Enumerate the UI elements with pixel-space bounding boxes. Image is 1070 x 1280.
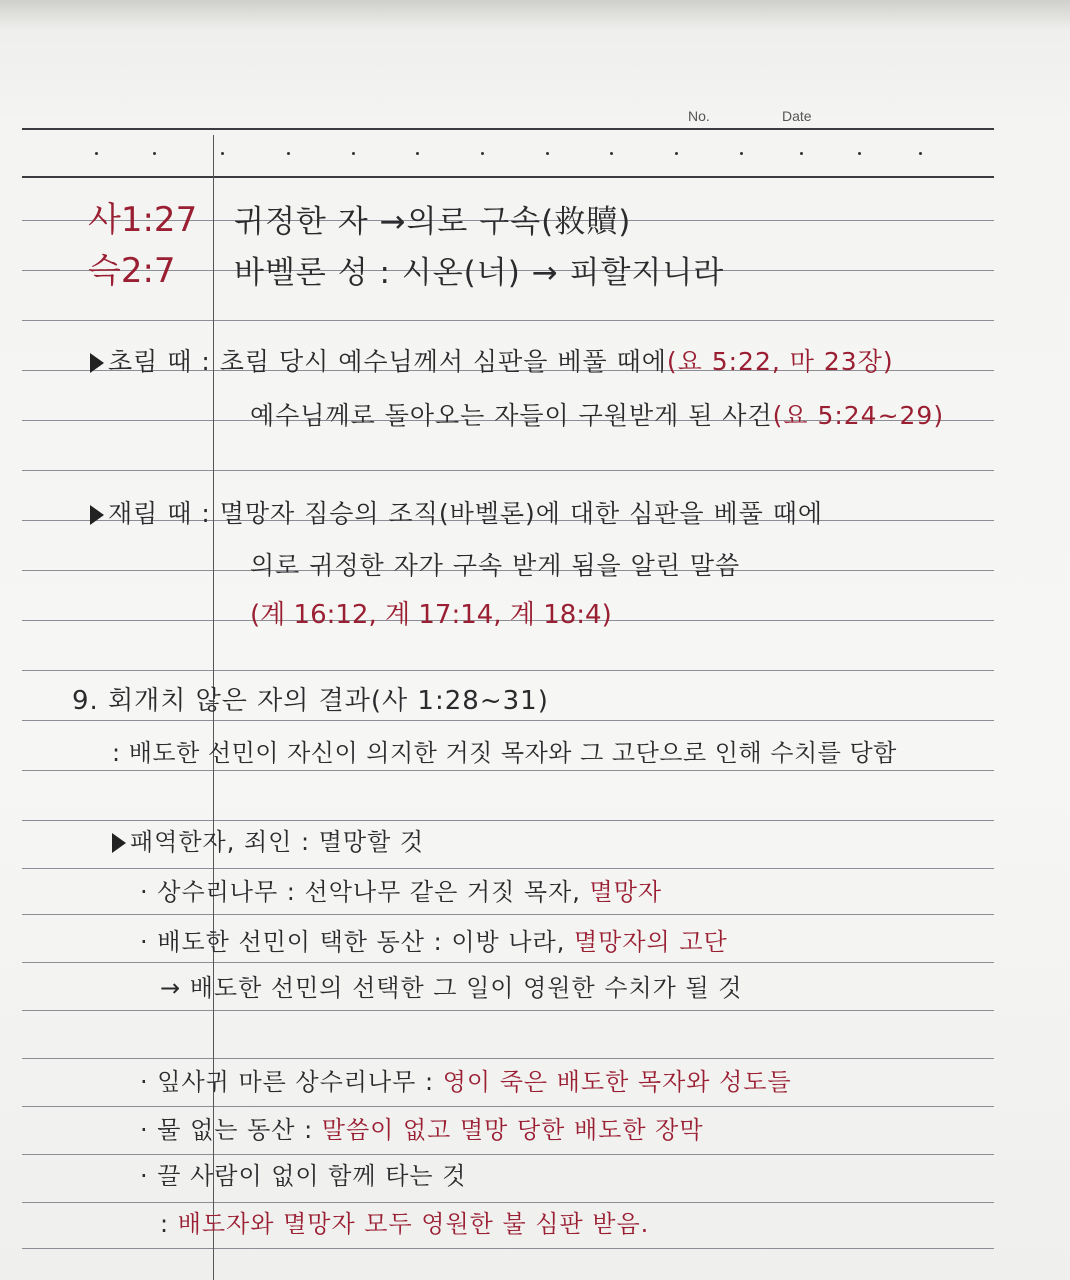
grid-dot bbox=[153, 152, 156, 155]
note-line-14 bbox=[140, 1062, 792, 1097]
second-coming-text: : 멸망자 짐승의 조직(바벨론)에 대한 심판을 베풀 때에 bbox=[201, 499, 824, 528]
triangle-bullet-icon bbox=[112, 833, 126, 853]
ruled-line bbox=[22, 962, 994, 963]
ruled-line bbox=[22, 720, 994, 721]
verse-ref-1: 사1:27 bbox=[88, 200, 198, 240]
withered-oak-text: · 잎사귀 마른 상수리나무 : bbox=[140, 1068, 435, 1096]
ruled-line bbox=[22, 868, 994, 869]
ruled-line bbox=[22, 1154, 994, 1155]
note-line-17 bbox=[160, 1204, 649, 1239]
note-line-6: 의로 귀정한 자가 구속 받게 됨을 알린 말씀 bbox=[250, 551, 741, 580]
oak-tree-red: 멸망자 bbox=[589, 878, 663, 906]
conclusion-colon: : bbox=[160, 1210, 170, 1238]
triangle-bullet-icon bbox=[90, 353, 104, 373]
ruled-line bbox=[22, 1010, 994, 1011]
grid-dot bbox=[546, 152, 549, 155]
section-label-second-coming: 재림 때 bbox=[108, 499, 193, 528]
grid-dot bbox=[919, 152, 922, 155]
grid-dot bbox=[221, 152, 224, 155]
note-line-2: 바벨론 성 : 시온(너) → 피할지니라 bbox=[234, 255, 725, 291]
note-line-12 bbox=[140, 922, 728, 957]
ruled-line bbox=[22, 1106, 994, 1107]
sinners-text: 패역한자, 죄인 : 멸망할 것 bbox=[130, 828, 425, 856]
note-line-5 bbox=[90, 494, 823, 530]
note-line-4 bbox=[250, 396, 944, 432]
note-line-9: : 배도한 선민이 자신이 의지한 거짓 목자와 그 고단으로 인해 수치를 당함 bbox=[112, 739, 897, 767]
note-line-7-refs: (계 16:12, 계 17:14, 계 18:4) bbox=[250, 600, 612, 630]
note-line-11 bbox=[140, 872, 662, 907]
oak-tree-text: · 상수리나무 : 선악나무 같은 거짓 목자, bbox=[140, 878, 581, 906]
ruled-line bbox=[22, 914, 994, 915]
waterless-garden-red: 말씀이 없고 멸망 당한 배도한 장막 bbox=[321, 1116, 704, 1144]
ruled-line bbox=[22, 1248, 994, 1249]
top-rule bbox=[22, 176, 994, 178]
triangle-bullet-icon bbox=[90, 505, 104, 525]
grid-dot bbox=[481, 152, 484, 155]
ruled-line bbox=[22, 670, 994, 671]
date-label: Date bbox=[782, 108, 812, 124]
ruled-line bbox=[22, 320, 994, 321]
grid-dot bbox=[352, 152, 355, 155]
note-line-13: → 배도한 선민의 선택한 그 일이 영원한 수치가 될 것 bbox=[160, 974, 743, 1002]
no-label: No. bbox=[688, 108, 710, 124]
grid-dot bbox=[858, 152, 861, 155]
grid-dot bbox=[416, 152, 419, 155]
grid-dot bbox=[740, 152, 743, 155]
note-line-15 bbox=[140, 1110, 704, 1145]
first-coming-text: : 초림 당시 예수님께서 심판을 베풀 때에 bbox=[201, 347, 667, 376]
withered-oak-red: 영이 죽은 배도한 목자와 성도들 bbox=[442, 1068, 792, 1096]
grid-dot bbox=[287, 152, 290, 155]
grid-dot bbox=[675, 152, 678, 155]
ruled-line bbox=[22, 1202, 994, 1203]
page-top-shadow bbox=[0, 0, 1070, 30]
note-line-3 bbox=[90, 342, 894, 378]
salvation-text: 예수님께로 돌아오는 자들이 구원받게 된 사건 bbox=[250, 401, 773, 430]
verse-ref-2: 슥2:7 bbox=[88, 251, 176, 291]
note-line-1: 귀정한 자 →의로 구속(救贖) bbox=[234, 204, 632, 240]
grid-dot bbox=[95, 152, 98, 155]
grid-dot bbox=[610, 152, 613, 155]
header-rule bbox=[22, 128, 994, 130]
grid-dot bbox=[800, 152, 803, 155]
ruled-line bbox=[22, 820, 994, 821]
ruled-line bbox=[22, 470, 994, 471]
garden-text: · 배도한 선민이 택한 동산 : 이방 나라, bbox=[140, 928, 566, 956]
ruled-line bbox=[22, 770, 994, 771]
conclusion-red: 배도자와 멸망자 모두 영원한 불 심판 받음. bbox=[177, 1210, 650, 1238]
waterless-garden-text: · 물 없는 동산 : bbox=[140, 1116, 314, 1144]
first-coming-ref: (요 5:22, 마 23장) bbox=[666, 347, 894, 376]
note-line-16: · 끌 사람이 없이 함께 타는 것 bbox=[140, 1162, 467, 1190]
section-heading-9: 9. 회개치 않은 자의 결과(사 1:28~31) bbox=[72, 686, 549, 716]
garden-red: 멸망자의 고단 bbox=[573, 928, 728, 956]
ruled-line bbox=[22, 1058, 994, 1059]
section-label-first-coming: 초림 때 bbox=[108, 347, 193, 376]
note-line-10 bbox=[112, 822, 424, 857]
salvation-ref: (요 5:24~29) bbox=[772, 401, 945, 430]
